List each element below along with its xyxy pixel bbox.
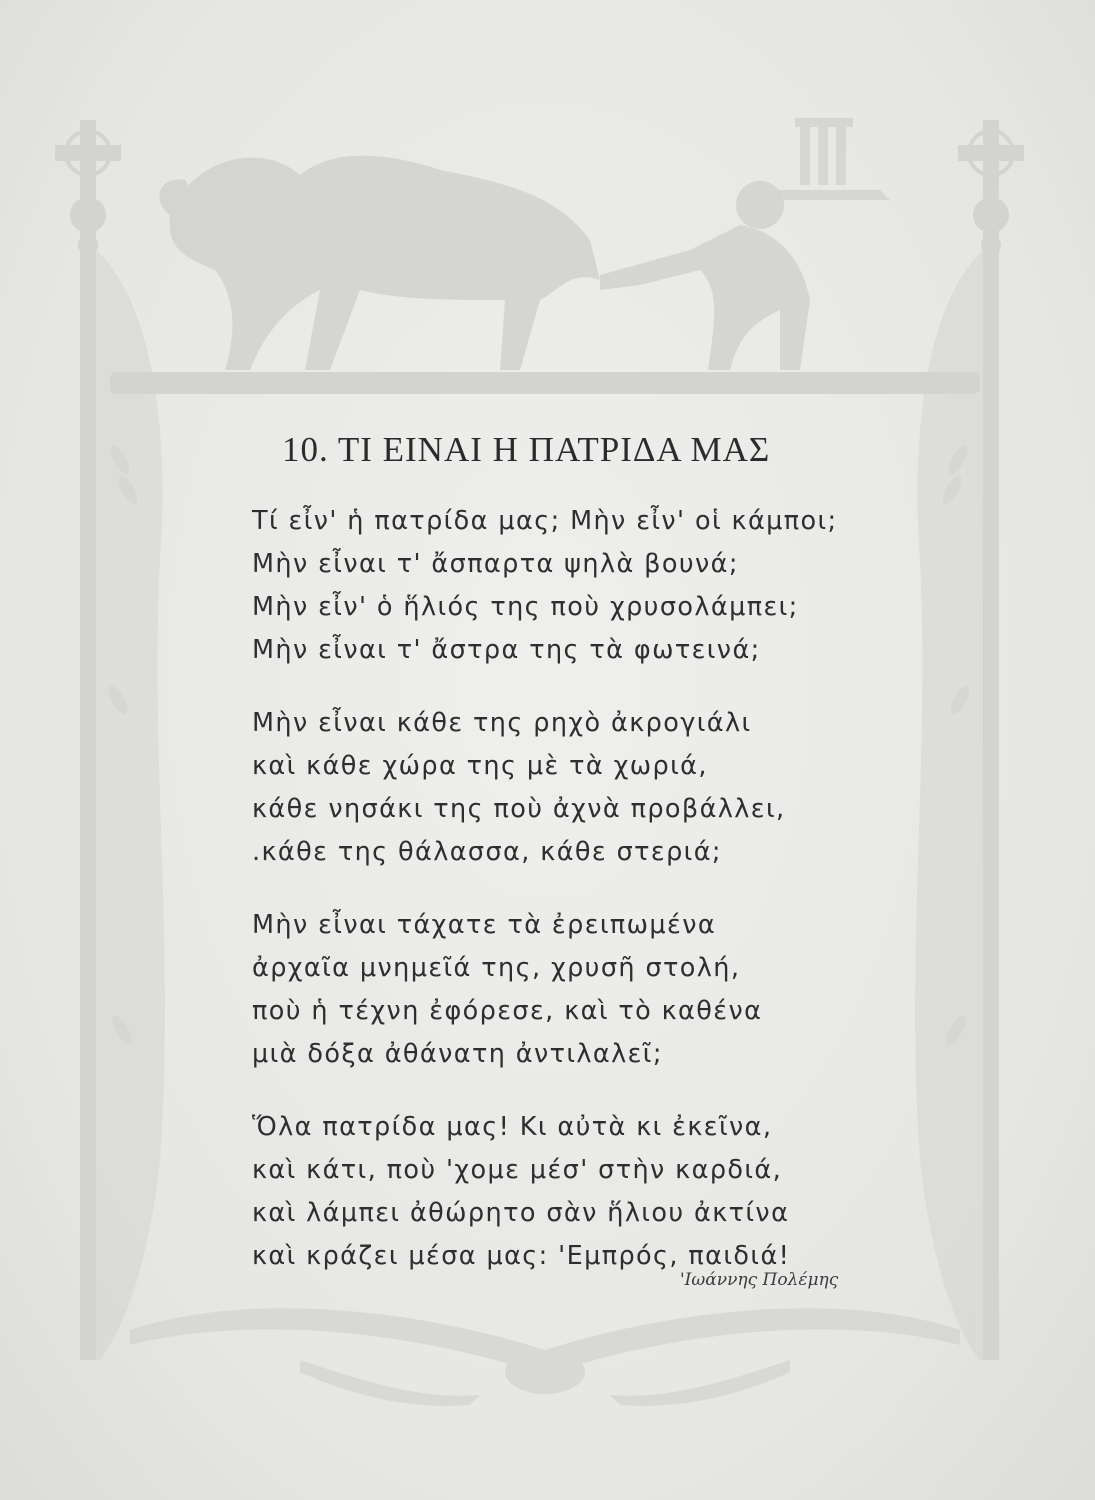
poem-line: .κάθε της θάλασσα, κάθε στεριά; bbox=[252, 837, 722, 867]
temple-ruins-illustration bbox=[770, 118, 890, 200]
stanza-3 bbox=[252, 904, 892, 1076]
bottom-ornament bbox=[130, 1308, 960, 1406]
poem-line: Μὴν εἶν' ὁ ἥλιός της ποὺ χρυσολάμπει; bbox=[252, 592, 799, 622]
poem-line: Μὴν εἶναι τάχατε τὰ ἐρειπωμένα bbox=[252, 910, 717, 940]
author-signature: 'Ιωάννης Πολέμης bbox=[680, 1270, 839, 1290]
stanza-2 bbox=[252, 702, 892, 874]
poem-line: κάθε νησάκι της ποὺ ἀχνὰ προβάλλει, bbox=[252, 794, 786, 824]
frame-left-pole bbox=[80, 230, 96, 1360]
poem-line: Μὴν εἶναι τ' ἄστρα της τὰ φωτεινά; bbox=[252, 635, 761, 665]
poem-line: Μὴν εἶναι τ' ἄσπαρτα ψηλὰ βουνά; bbox=[252, 549, 739, 579]
poem-line: ἀρχαῖα μνημεῖά της, χρυσῆ στολή, bbox=[252, 953, 741, 983]
frame-top-bar bbox=[110, 372, 980, 394]
poem-line: ποὺ ἡ τέχνη ἐφόρεσε, καὶ τὸ καθένα bbox=[252, 996, 763, 1026]
poem-line: καὶ λάμπει ἀθώρητο σὰν ἥλιου ἀκτίνα bbox=[252, 1198, 790, 1228]
poem-line: καὶ κάθε χώρα της μὲ τὰ χωριά, bbox=[252, 751, 708, 781]
poem-body bbox=[252, 500, 892, 1308]
stanza-1 bbox=[252, 500, 892, 672]
right-cross-icon bbox=[958, 120, 1024, 198]
poem-line: καὶ κράζει μέσα μας: 'Εμπρός, παιδιά! bbox=[252, 1241, 791, 1271]
plowman-illustration bbox=[600, 181, 810, 370]
left-cross-icon bbox=[55, 120, 121, 198]
left-flag-drape bbox=[96, 250, 165, 1360]
poem-title: 10. ΤΙ ΕΙΝΑΙ Η ΠΑΤΡΙΔΑ ΜΑΣ bbox=[282, 430, 771, 469]
poem-line: μιὰ δόξα ἀθάνατη ἀντιλαλεῖ; bbox=[252, 1039, 663, 1069]
poem-line: Ὅλα πατρίδα μας! Κι αὐτὰ κι ἐκεῖνα, bbox=[252, 1112, 773, 1142]
poem-line: Τί εἶν' ἡ πατρίδα μας; Μὴν εἶν' οἱ κάμποι; bbox=[252, 506, 838, 536]
horse-illustration bbox=[159, 156, 600, 370]
frame-right-pole bbox=[983, 230, 999, 1360]
stanza-4 bbox=[252, 1106, 892, 1278]
poem-line: καὶ κάτι, ποὺ 'χομε μέσ' στὴν καρδιά, bbox=[252, 1155, 783, 1185]
frame-left-knob bbox=[70, 197, 106, 233]
poem-line: Μὴν εἶναι κάθε της ρηχὸ ἀκρογιάλι bbox=[252, 708, 752, 738]
right-flag-drape bbox=[915, 250, 983, 1360]
frame-right-knob bbox=[973, 197, 1009, 233]
